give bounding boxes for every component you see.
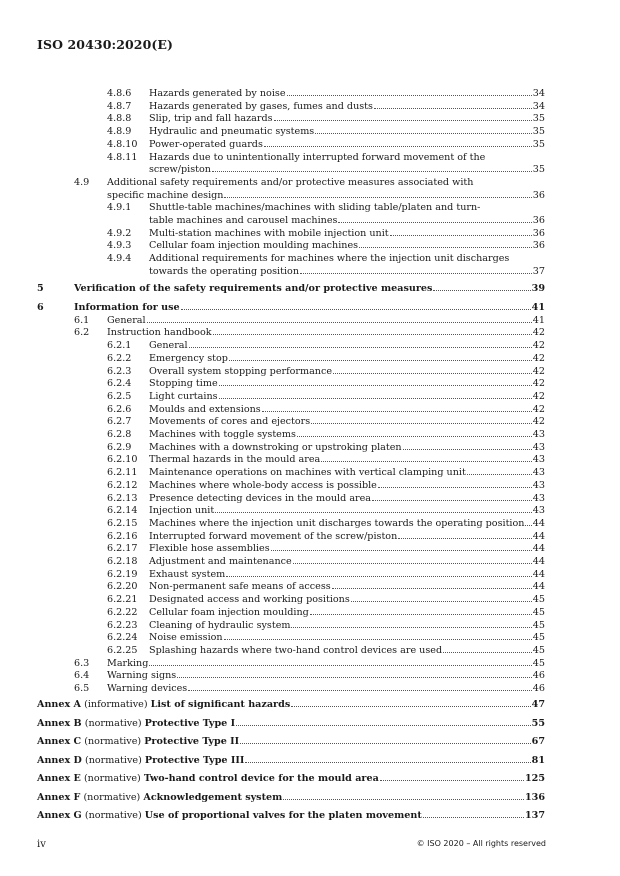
- toc-entry-number: 6.2.12: [107, 479, 138, 491]
- annex-kind: (normative): [83, 791, 141, 803]
- toc-entry-number: 6.2.16: [107, 530, 138, 542]
- toc-entry[interactable]: [107, 100, 545, 114]
- toc-entry-title: Verification of the safety requirements and/or protective measures: [74, 283, 433, 294]
- toc-entry-page: 44: [532, 581, 545, 593]
- toc-entry-page: 45: [532, 606, 545, 618]
- toc-entry-title: screw/piston: [149, 164, 211, 176]
- toc-entry-number: 6.5: [74, 683, 90, 694]
- toc-entry-title: Machines with a downstroking or upstroking platen: [149, 441, 402, 453]
- toc-entry[interactable]: [107, 644, 545, 658]
- toc-entry-page: 44: [532, 517, 545, 529]
- toc-entry[interactable]: [107, 632, 545, 645]
- dot-leader: [525, 525, 531, 526]
- toc-annex-entry[interactable]: [37, 773, 545, 786]
- annex-label: Annex F: [37, 791, 81, 803]
- toc-entry-number: 6.2.13: [107, 492, 138, 504]
- toc-entry-page: 43: [532, 454, 545, 466]
- dot-leader: [229, 360, 532, 361]
- annex-label: Annex A: [37, 699, 82, 710]
- annex-page: 125: [524, 773, 545, 784]
- toc-entry-title: General: [149, 340, 188, 352]
- dot-leader: [240, 743, 531, 744]
- toc-entry-title: Maintenance operations on machines with vertical clamping unit: [149, 467, 466, 479]
- toc-entry-number: 4.9.4: [107, 253, 132, 265]
- toc-entry-title-line: Additional requirements for machines where the injection unit discharges: [149, 253, 510, 265]
- toc-entry-title: Movements of cores and ejectors: [149, 416, 311, 428]
- toc-entry-page: 44: [532, 568, 545, 580]
- toc-entry[interactable]: [107, 454, 545, 467]
- toc-annex-entry[interactable]: [37, 792, 545, 805]
- toc-entry[interactable]: [37, 302, 545, 315]
- annex-page: 47: [531, 699, 545, 710]
- toc-entry[interactable]: [107, 441, 545, 455]
- toc-entry-page: 43: [532, 492, 545, 504]
- dot-leader: [372, 500, 532, 501]
- dot-leader: [236, 725, 531, 726]
- annex-label: Annex D: [37, 754, 82, 766]
- toc-entry-title-line: Additional safety requirements and/or protective measures associated with: [107, 176, 474, 188]
- toc-entry-page: 41: [531, 302, 545, 313]
- toc-entry-title: Multi-station machines with mobile injection unit: [149, 227, 389, 239]
- annex-title: List of significant hazards: [150, 699, 291, 710]
- toc-annex-entry[interactable]: [37, 810, 545, 823]
- toc-entry-title: Power-operated guards: [149, 138, 263, 150]
- toc-entry-number: 6.2.19: [107, 568, 138, 580]
- toc-entry-number: 5: [37, 283, 44, 294]
- dot-leader: [315, 133, 532, 134]
- toc-entry[interactable]: [107, 403, 545, 417]
- toc-entry-number: 6.2.5: [107, 390, 132, 402]
- annex-page: 137: [524, 810, 545, 821]
- toc-entry-number: 6.2.21: [107, 594, 138, 606]
- toc-entry[interactable]: [37, 283, 545, 296]
- annex-page: 67: [531, 736, 545, 747]
- toc-entry[interactable]: [107, 429, 545, 442]
- toc-entry-number: 6: [37, 302, 44, 313]
- toc-entry[interactable]: [107, 530, 545, 544]
- toc-entry-title-line: Hazards due to unintentionally interrupted forward movement of the: [149, 151, 486, 163]
- toc-entry-number: 6.2.22: [107, 606, 138, 618]
- toc-entry[interactable]: [107, 556, 545, 569]
- toc-entry-page: 45: [532, 657, 545, 669]
- toc-entry[interactable]: [107, 378, 545, 391]
- toc-entry-title: Warning signs: [107, 670, 177, 682]
- toc-entry-number: 6.4: [74, 670, 90, 682]
- dot-leader: [311, 423, 532, 424]
- toc-entry-title: Marking: [107, 657, 149, 669]
- annex-title: Protective Type II: [144, 736, 240, 747]
- toc-entry[interactable]: [74, 314, 545, 328]
- toc-entry-page: 43: [532, 429, 545, 440]
- toc-annex-entry[interactable]: [37, 736, 545, 749]
- toc-entry-title: table machines and carousel machines: [149, 215, 338, 226]
- dot-leader: [380, 780, 524, 781]
- dot-leader: [177, 677, 532, 678]
- toc-entry-title: Hazards generated by gases, fumes and dusts: [149, 100, 373, 112]
- dot-leader: [390, 235, 532, 236]
- dot-leader: [291, 627, 531, 628]
- toc-entry-number: 6.2.15: [107, 517, 138, 529]
- dot-leader: [433, 290, 530, 291]
- annex-kind: (informative): [84, 699, 148, 710]
- toc-entry[interactable]: [107, 340, 545, 353]
- toc-entry-title: Thermal hazards in the mould area: [149, 454, 321, 466]
- toc-entry-number: 6.2.6: [107, 403, 132, 415]
- annex-title: Acknowledgement system: [143, 791, 283, 803]
- annex-kind: (normative): [84, 810, 142, 821]
- dot-leader: [403, 449, 532, 450]
- toc-entry-number: 4.8.9: [107, 126, 132, 138]
- toc-entry[interactable]: [107, 517, 545, 531]
- toc-entry-title: Machines with toggle systems: [149, 429, 296, 440]
- annex-label: Annex E: [37, 773, 81, 784]
- toc-entry-page: 35: [532, 126, 545, 138]
- dot-leader: [226, 576, 532, 577]
- toc-entry-page: 35: [532, 138, 545, 150]
- dot-leader: [264, 146, 532, 147]
- toc-entry-number: 6.2.10: [107, 454, 138, 466]
- toc-entry[interactable]: [107, 352, 545, 366]
- toc-entry-page: 36: [532, 240, 545, 252]
- toc-entry-title: Presence detecting devices in the mould area: [149, 492, 372, 504]
- toc-entry[interactable]: [107, 492, 545, 506]
- toc-entry-page: 43: [532, 467, 545, 479]
- toc-entry-page: 42: [532, 416, 545, 428]
- toc-entry-title: Injection unit: [149, 505, 215, 517]
- toc-entry-title: Light curtains: [149, 390, 218, 402]
- toc-entry-title: Designated access and working positions: [149, 594, 350, 606]
- toc-entry[interactable]: [107, 113, 545, 126]
- toc-entry[interactable]: [107, 543, 545, 556]
- toc-entry-page: 39: [531, 283, 545, 294]
- toc-entry-number: 6.2.1: [107, 340, 132, 352]
- toc-entry-title: towards the operating position: [149, 265, 300, 277]
- toc-entry[interactable]: [74, 670, 545, 683]
- toc-entry-page: 45: [532, 632, 545, 644]
- dot-leader: [188, 690, 532, 691]
- toc-entry-number: 6.2.24: [107, 632, 138, 644]
- dot-leader: [181, 309, 531, 310]
- dot-leader: [293, 563, 532, 564]
- dot-leader: [271, 550, 532, 551]
- toc-entry[interactable]: [107, 467, 545, 480]
- toc-entry-page: 44: [532, 556, 545, 567]
- annex-kind: (normative): [83, 773, 141, 784]
- toc-entry-page: 36: [532, 227, 545, 239]
- toc-entry[interactable]: [107, 390, 545, 404]
- annex-page: 55: [531, 717, 545, 729]
- toc-entry-page: 36: [532, 189, 545, 201]
- toc-entry[interactable]: [107, 416, 545, 429]
- dot-leader: [300, 273, 532, 274]
- toc-entry-page: 42: [532, 327, 545, 339]
- toc-entry-number: 4.9: [74, 176, 90, 188]
- toc-entry-title: Adjustment and maintenance: [149, 556, 292, 567]
- dot-leader: [443, 652, 532, 653]
- toc-entry-page: 36: [532, 215, 545, 226]
- toc-entry-number: 4.8.7: [107, 100, 132, 112]
- toc-entry-title: Cleaning of hydraulic system: [149, 619, 291, 631]
- page-number-footer: iv: [37, 839, 46, 850]
- toc-entry-title-line: Shuttle-table machines/machines with sliding table/platen and turn-: [149, 202, 481, 214]
- toc-entry[interactable]: [107, 581, 545, 594]
- annex-kind: (normative): [84, 717, 142, 729]
- toc-entry-number: 4.9.3: [107, 240, 132, 252]
- toc-entry-title: Hydraulic and pneumatic systems: [149, 126, 315, 138]
- toc-entry-number: 6.2.4: [107, 378, 132, 390]
- dot-leader: [283, 799, 524, 800]
- toc-entry[interactable]: [107, 227, 545, 241]
- dot-leader: [291, 706, 530, 707]
- toc-entry-number: 6.2.14: [107, 505, 138, 517]
- toc-entry-title: General: [107, 314, 146, 326]
- toc-entry-title: Splashing hazards where two-hand control devices are used: [149, 644, 443, 656]
- toc-entry-page: 42: [532, 403, 545, 415]
- dot-leader: [310, 614, 532, 615]
- dot-leader: [219, 398, 532, 399]
- annex-title: Two-hand control device for the mould area: [143, 773, 379, 784]
- dot-leader: [212, 171, 532, 172]
- annex-page: 136: [524, 791, 545, 803]
- annex-page: 81: [531, 754, 545, 766]
- toc-entry-title: Information for use: [74, 302, 180, 313]
- toc-entry-page: 45: [532, 619, 545, 631]
- toc-entry-title: Warning devices: [107, 683, 188, 694]
- toc-entry-page: 42: [532, 365, 545, 377]
- dot-leader: [467, 474, 532, 475]
- toc-entry-number: 4.8.8: [107, 113, 132, 125]
- toc-entry-number: 4.9.1: [107, 202, 132, 214]
- annex-title: Protective Type I: [144, 717, 236, 729]
- annex-label: Annex C: [37, 736, 82, 747]
- dot-leader: [321, 461, 532, 462]
- toc-entry[interactable]: [107, 606, 545, 620]
- toc-entry-number: 4.8.6: [107, 88, 132, 99]
- toc-entry-page: 44: [532, 530, 545, 542]
- dot-leader: [287, 95, 532, 96]
- dot-leader: [224, 639, 532, 640]
- toc-entry[interactable]: [107, 619, 545, 633]
- toc-entry-page: 41: [532, 314, 545, 326]
- dot-leader: [215, 512, 532, 513]
- document-id-header: ISO 20430:2020(E): [37, 37, 174, 52]
- dot-leader: [398, 538, 532, 539]
- toc-entry[interactable]: [107, 568, 545, 582]
- toc-entry-page: 42: [532, 352, 545, 364]
- toc-entry[interactable]: [107, 240, 545, 253]
- toc-entry-page: 45: [532, 644, 545, 656]
- toc-entry-page: 37: [532, 265, 545, 277]
- annex-kind: (normative): [84, 754, 142, 766]
- toc-entry-page: 35: [532, 164, 545, 176]
- dot-leader: [262, 411, 532, 412]
- toc-entry-title: Noise emission: [149, 632, 223, 644]
- toc-entry-title: Machines where whole-body access is possible: [149, 479, 377, 491]
- toc-entry-number: 6.2.20: [107, 581, 138, 593]
- toc-entry-title: Flexible hose assemblies: [149, 543, 270, 555]
- annex-title: Use of proportional valves for the platen movement: [144, 810, 422, 821]
- dot-leader: [219, 385, 532, 386]
- annex-title: Protective Type III: [144, 754, 245, 766]
- toc-entry-page: 43: [532, 505, 545, 517]
- toc-entry-page: 43: [532, 479, 545, 491]
- dot-leader: [297, 436, 532, 437]
- dot-leader: [245, 762, 530, 763]
- toc-entry-number: 6.2: [74, 327, 90, 339]
- toc-entry-title: Non-permanent safe means of access: [149, 581, 331, 593]
- toc-entry[interactable]: [74, 683, 545, 696]
- toc-entry-page: 46: [532, 670, 545, 682]
- toc-entry-title: Stopping time: [149, 378, 218, 390]
- toc-entry-title: Instruction handbook: [107, 327, 212, 339]
- toc-entry-page: 42: [532, 390, 545, 402]
- toc-entry-title: Overall system stopping performance: [149, 365, 333, 377]
- toc-annex-entry[interactable]: [37, 718, 545, 731]
- toc-entry[interactable]: [107, 365, 545, 379]
- toc-entry[interactable]: [107, 505, 545, 518]
- toc-entry-page: 42: [532, 378, 545, 390]
- toc-entry-page: 46: [532, 683, 545, 694]
- toc-entry-number: 4.9.2: [107, 227, 132, 239]
- dot-leader: [147, 322, 532, 323]
- toc-entry-title: Machines where the injection unit discharges towards the operating position: [149, 517, 525, 529]
- toc-entry-title: specific machine design: [107, 189, 224, 201]
- dot-leader: [224, 197, 531, 198]
- toc-entry[interactable]: [107, 138, 545, 152]
- toc-entry-number: 6.2.18: [107, 556, 138, 567]
- toc-entry-page: 34: [532, 100, 545, 112]
- toc-entry-title: Cellular foam injection moulding machines: [149, 240, 359, 252]
- copyright-footer: © ISO 2020 – All rights reserved: [416, 839, 546, 848]
- toc-entry[interactable]: [74, 657, 545, 671]
- dot-leader: [213, 334, 532, 335]
- toc-entry-number: 4.8.10: [107, 138, 138, 150]
- toc-entry-title: Emergency stop: [149, 352, 228, 364]
- toc-entry-title: Hazards generated by noise: [149, 88, 286, 99]
- toc-entry-page: 34: [532, 88, 545, 99]
- dot-leader: [374, 108, 532, 109]
- toc-entry-number: 6.3: [74, 657, 90, 669]
- dot-leader: [378, 487, 532, 488]
- toc-entry[interactable]: [107, 479, 545, 493]
- toc-entry[interactable]: [107, 88, 545, 101]
- toc-entry-number: 6.1: [74, 314, 90, 326]
- annex-kind: (normative): [84, 736, 142, 747]
- dot-leader: [351, 601, 532, 602]
- dot-leader: [149, 665, 531, 666]
- dot-leader: [423, 817, 524, 818]
- toc-entry-title: Exhaust system: [149, 568, 226, 580]
- dot-leader: [274, 120, 532, 121]
- dot-leader: [338, 222, 531, 223]
- toc-entry-page: 45: [532, 594, 545, 606]
- toc-entry-number: 6.2.8: [107, 429, 132, 440]
- dot-leader: [333, 373, 532, 374]
- toc-entry-page: 35: [532, 113, 545, 125]
- toc-entry-number: 4.8.11: [107, 151, 138, 163]
- toc-entry-page: 43: [532, 441, 545, 453]
- toc-entry-number: 6.2.2: [107, 352, 132, 364]
- toc-entry-number: 6.2.11: [107, 467, 138, 479]
- annex-label: Annex B: [37, 717, 82, 729]
- dot-leader: [332, 588, 532, 589]
- toc-entry[interactable]: [74, 327, 545, 340]
- toc-entry-number: 6.2.3: [107, 365, 132, 377]
- toc-entry-page: 42: [532, 340, 545, 352]
- dot-leader: [359, 247, 532, 248]
- toc-entry-number: 6.2.25: [107, 644, 138, 656]
- toc-entry-number: 6.2.9: [107, 441, 132, 453]
- toc-entry-title: Slip, trip and fall hazards: [149, 113, 273, 125]
- toc-entry-title: Moulds and extensions: [149, 403, 261, 415]
- toc-entry[interactable]: [107, 126, 545, 139]
- toc-entry-number: 6.2.7: [107, 416, 132, 428]
- toc-annex-entry[interactable]: [37, 699, 545, 712]
- toc-entry[interactable]: [107, 594, 545, 607]
- toc-entry-number: 6.2.23: [107, 619, 138, 631]
- toc-annex-entry[interactable]: [37, 755, 545, 768]
- toc-entry-page: 44: [532, 543, 545, 555]
- dot-leader: [189, 347, 532, 348]
- toc-entry-title: Interrupted forward movement of the screw/piston: [149, 530, 398, 542]
- toc-entry-title: Cellular foam injection moulding: [149, 606, 309, 618]
- annex-label: Annex G: [37, 810, 82, 821]
- toc-entry-number: 6.2.17: [107, 543, 138, 555]
